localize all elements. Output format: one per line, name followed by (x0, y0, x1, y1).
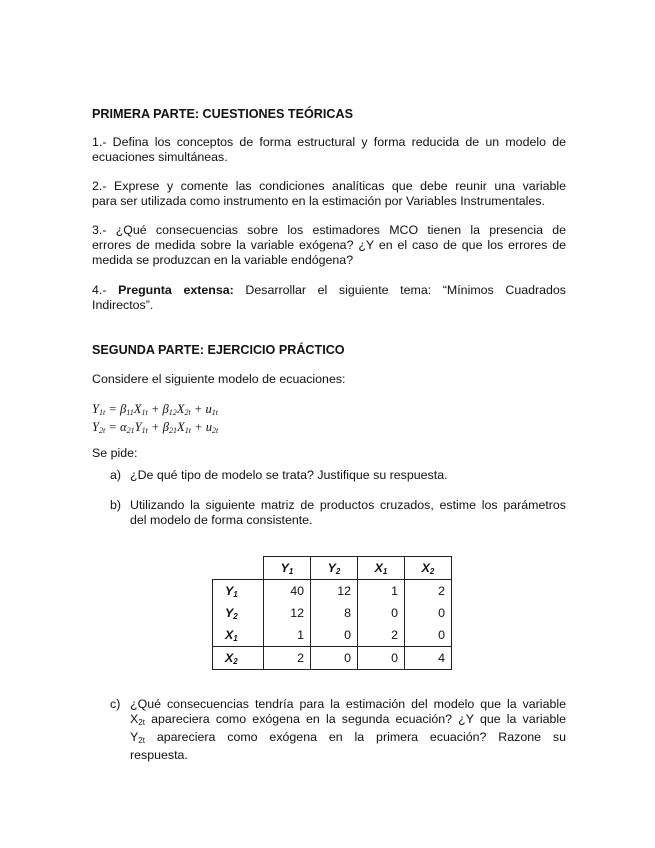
se-pide-label: Se pide: (92, 446, 138, 460)
model-intro: Considere el siguiente modelo de ecuaciones: (92, 372, 346, 386)
matrix-col-header: $X_1$ (358, 557, 405, 580)
matrix-col-header: $Y_2$ (311, 557, 358, 580)
equation-2: $Y_{2t} = \alpha_{21}Y_{1t} + \beta_{21}X_{1t} + u_{2t}$ (92, 420, 219, 435)
matrix-cell: 8 (311, 602, 358, 624)
part1-heading: PRIMERA PARTE: CUESTIONES TEÓRICAS (92, 107, 353, 121)
question-4-bold-label: Pregunta extensa: (118, 283, 234, 297)
question-3 (92, 223, 566, 268)
item-c-line: ¿Qué consecuencias tendría para la estimación del modelo que la variable (130, 697, 566, 711)
matrix-col-header: $X_2$ (405, 557, 452, 580)
matrix-cell: 0 (358, 647, 405, 670)
item-a-label: a) (110, 468, 122, 482)
matrix-row-header: $Y_1$ (213, 580, 264, 603)
matrix-cell: 0 (405, 602, 452, 624)
matrix-cell: 12 (264, 602, 311, 624)
question-1-line: 1.- Defina los conceptos de forma estructural y forma reducida de un modelo de (92, 135, 566, 149)
matrix-cell: 1 (358, 580, 405, 603)
question-4-number: 4.- (92, 283, 107, 297)
matrix-cell: 0 (311, 647, 358, 670)
matrix-col-header: $Y_1$ (264, 557, 311, 580)
item-c-line: $X_{2t}$ apareciera como exógena en la segunda ecuación? ¿Y que la variable (130, 712, 566, 727)
matrix-cell: 2 (358, 624, 405, 647)
item-b-line: Utilizando la siguiente matriz de productos cruzados, estime los parámetros (130, 498, 566, 512)
matrix-cell: 0 (405, 624, 452, 647)
matrix-cell: 0 (358, 602, 405, 624)
question-3-line: 3.- ¿Qué consecuencias sobre los estimadores MCO tienen la presencia de (92, 223, 566, 237)
equations (92, 402, 218, 438)
question-4 (92, 283, 566, 313)
item-b-label: b) (110, 498, 122, 512)
matrix-row-header: $X_1$ (213, 624, 264, 647)
item-c-line: respuesta. (130, 748, 188, 762)
cross-products-matrix (212, 556, 452, 670)
matrix-cell: 40 (264, 580, 311, 603)
matrix-cell: 1 (264, 624, 311, 647)
part2-heading: SEGUNDA PARTE: EJERCICIO PRÁCTICO (92, 343, 345, 357)
item-c-text (130, 697, 566, 763)
matrix-cell: 2 (405, 580, 452, 603)
question-1 (92, 135, 566, 165)
question-3-line: medida se produzcan en la variable endógena? (92, 253, 354, 267)
item-a-text (130, 468, 566, 483)
question-2-line: 2.- Exprese y comente las condiciones analíticas que debe reunir una variable (92, 179, 566, 193)
item-b-line: del modelo de forma consistente. (130, 513, 313, 527)
item-a-line: ¿De qué tipo de modelo se trata? Justifique su respuesta. (130, 468, 448, 482)
matrix-cell: 2 (264, 647, 311, 670)
matrix-cell: 12 (311, 580, 358, 603)
question-2-line: para ser utilizada como instrumento en la estimación por Variables Instrumentales. (92, 194, 545, 208)
question-4-text: Desarrollar el siguiente tema: “Mínimos Cuadrados (245, 283, 566, 297)
item-c-label: c) (110, 697, 121, 711)
matrix-row-header: $X_2$ (213, 647, 264, 670)
question-1-line: ecuaciones simultáneas. (92, 150, 228, 164)
question-3-line: errores de medida sobre la variable exógena? ¿Y en el caso de que los errores de (92, 238, 566, 252)
matrix-corner (213, 557, 264, 580)
equation-1: $Y_{1t} = \beta_{11}X_{1t} + \beta_{12}X_{2t} + u_{1t}$ (92, 402, 219, 417)
item-c-line: $Y_{2t}$ apareciera como exógena en la primera ecuación? Razone su (130, 730, 566, 745)
matrix-cell: 4 (405, 647, 452, 670)
question-4-line: Indirectos”. (92, 298, 154, 312)
matrix-row-header: $Y_2$ (213, 602, 264, 624)
question-2 (92, 179, 566, 209)
question-4-line (92, 283, 566, 298)
item-b-text (130, 498, 566, 528)
matrix-cell: 0 (311, 624, 358, 647)
